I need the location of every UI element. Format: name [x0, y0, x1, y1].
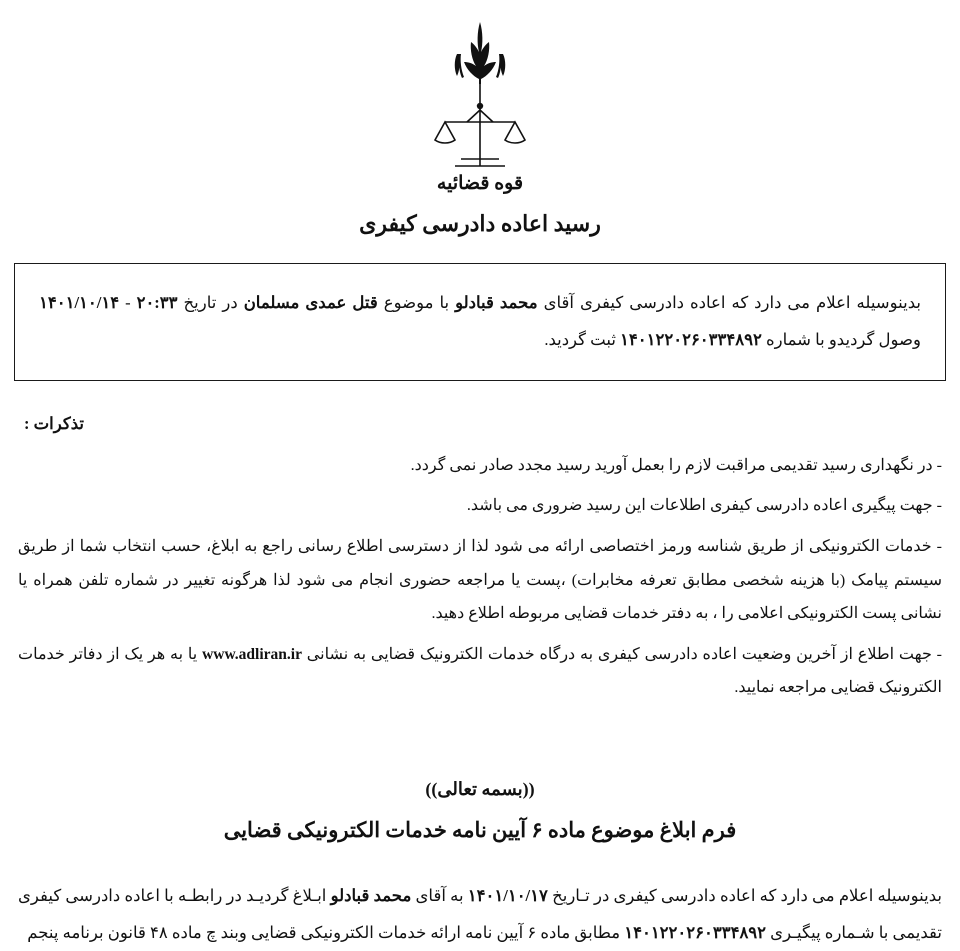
note-website-text-post: یا به هر یک از دفاتر خدمات الکترونیک قضایی مراجعه نمایید. — [18, 645, 942, 697]
notice-text-2: با موضوع — [377, 293, 456, 312]
notice-text-3: در تاریخ — [177, 293, 244, 312]
par-person-name: محمد قبادلو — [330, 886, 412, 906]
notes-section — [18, 407, 942, 705]
note-item: - در نگهداری رسید تقدیمی مراقبت لازم را بعمل آورید رسید مجدد صادر نمی گردد. — [410, 456, 942, 474]
notification-paragraph — [18, 877, 942, 951]
notice-date: ۱۴۰۱/۱۰/۱۴ — [39, 293, 120, 312]
page-title: رسید اعاده دادرسی کیفری — [359, 211, 601, 236]
note-item: - جهت پیگیری اعاده دادرسی کیفری اطلاعات این رسید ضروری می باشد. — [466, 497, 942, 515]
second-section — [0, 779, 960, 843]
notice-text-5: ثبت گردید. — [544, 330, 621, 350]
notice-subject: قتل عمدی مسلمان — [243, 293, 378, 312]
besmeh-taala: ((بسمه تعالی)) — [425, 779, 535, 800]
adliran-website-link[interactable]: www.adliran.ir — [202, 645, 302, 663]
notice-text-1: بدینوسیله اعلام می دارد که اعاده دادرسی کیفری آقای — [537, 293, 921, 312]
notes-heading: تذکرات : — [24, 414, 84, 434]
form-title: فرم ابلاغ موضوع ماده ۶ آیین نامه خدمات الکترونیکی قضایی — [223, 818, 737, 843]
iran-emblem-icon — [415, 18, 545, 168]
emblem-container — [0, 0, 960, 168]
note-item: - خدمات الکترونیکی از طریق شناسه ورمز اختصاصی ارائه می شود لذا از دسترسی اطلاع رسانی راجع به ابلاغ، حسب انتخاب شما از طریق سیستم پیامک (با هزینه شخصی مطابق تعرفه مخابرات) ،پست یا مراجعه حضوری انجام می شود لذا هرگونه تغییر در شماره تلفن همراه یا نشانی پست الکترونیکی اعلامی را ، به دفتر خدمات قضایی مربوطه اطلاع دهید. — [18, 538, 942, 623]
notice-text-4: وصول گردیدو با شماره — [761, 330, 921, 350]
par-text-4: مطابق ماده ۶ آیین نامه ارائه خدمات الکترونیکی قضایی وبند چ ماده ۴۸ قانون برنامه پنجم — [27, 923, 625, 943]
par-text-2: به آقای — [411, 886, 468, 906]
notice-dash: - — [119, 293, 137, 312]
par-date: ۱۴۰۱/۱۰/۱۷ — [467, 886, 548, 906]
note-item-website — [18, 638, 942, 705]
organization-title: قوه قضائیه — [436, 173, 524, 194]
note-website-text-pre: - جهت اطلاع از آخرین وضعیت اعاده دادرسی کیفری به درگاه خدمات الکترونیک قضایی به نشانی — [301, 645, 942, 663]
par-text-1: بدینوسیله اعلام می دارد که اعاده دادرسی کیفری در تـاریخ — [547, 886, 942, 906]
notice-tracking-number: ۱۴۰۱۲۲۰۲۶۰۳۳۴۸۹۲ — [620, 330, 762, 350]
receipt-notice-box — [14, 263, 946, 381]
notice-person-name: محمد قبادلو — [455, 293, 538, 312]
notice-time: ۲۰:۳۳ — [136, 293, 178, 312]
par-tracking-number: ۱۴۰۱۲۲۰۲۶۰۳۳۴۸۹۲ — [624, 923, 767, 943]
par-text-3: ابـلاغ گردیـد در رابطـه با اعاده دادرسی کیفری تقدیمی با شـماره پیگیـری — [18, 886, 942, 943]
